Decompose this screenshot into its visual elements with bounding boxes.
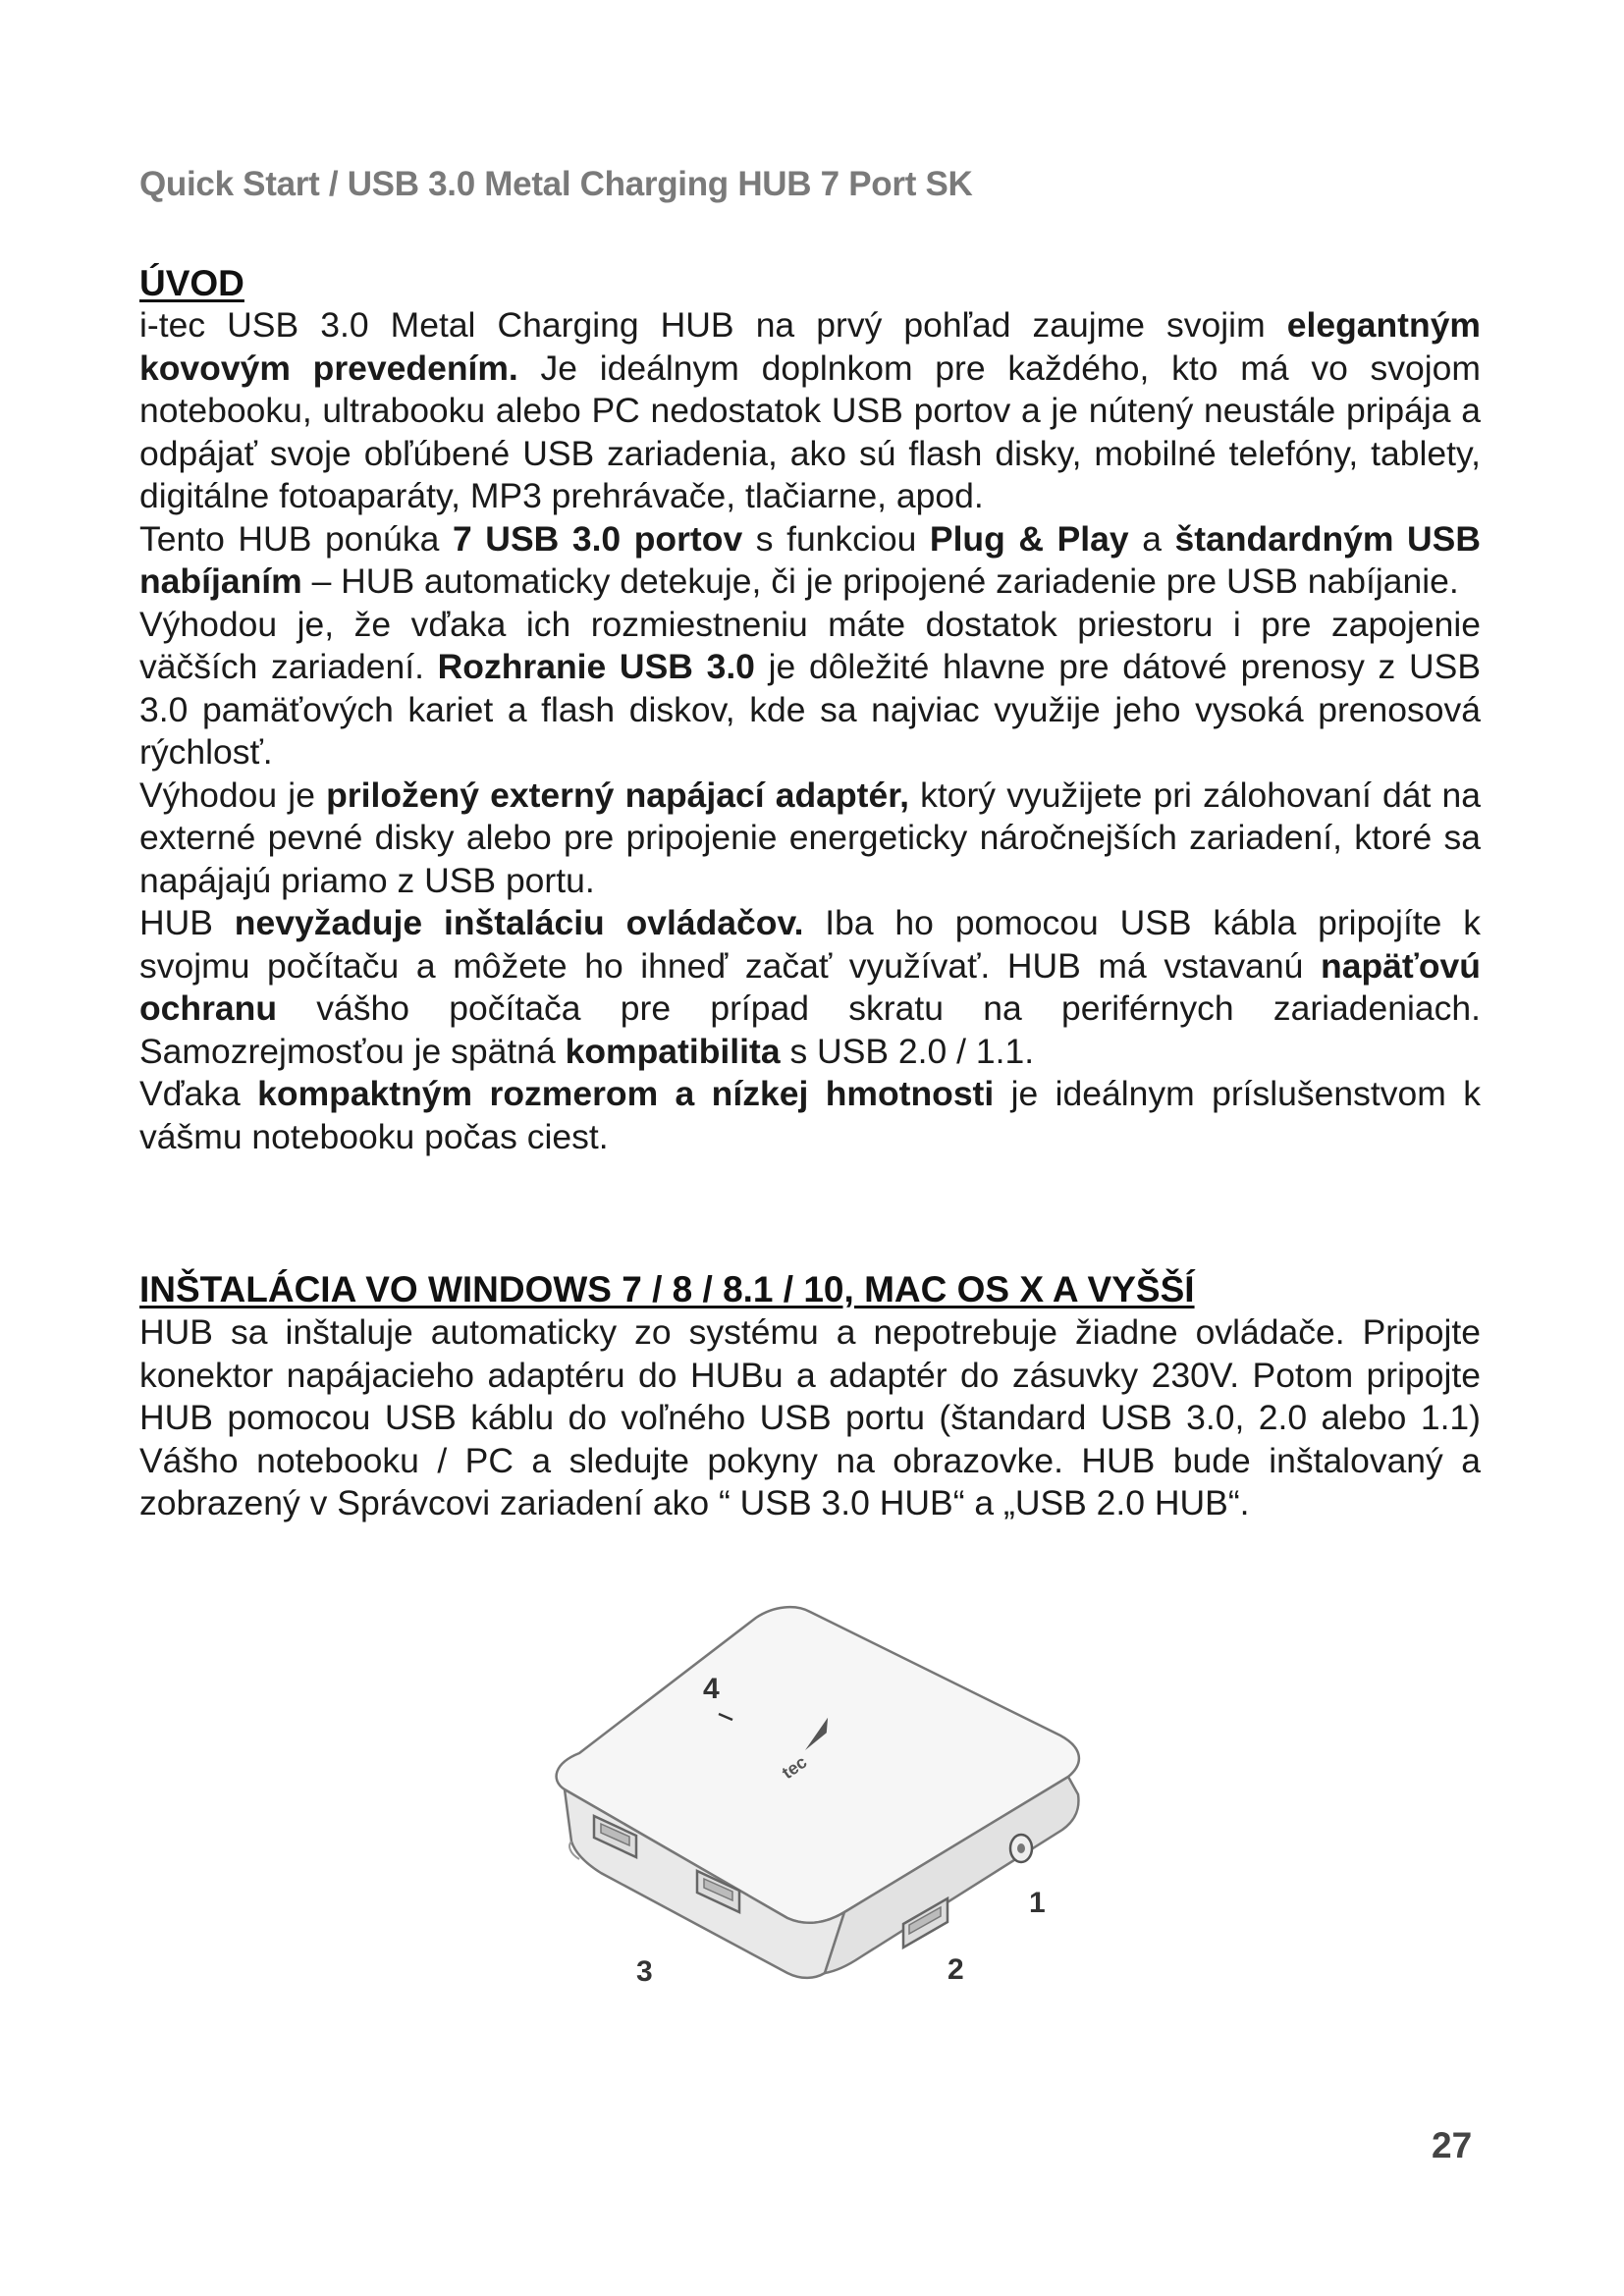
- callout-1: 1: [1029, 1887, 1046, 1919]
- paragraph: Výhodou je, že vďaka ich rozmiestneniu máte dostatok priestoru i pre zapojenie väčších zariadení. Rozhranie USB 3.0 je dôležité hlavne pre dátové prenosy z USB 3.0 pamäťových kariet a flash diskov, kde sa najviac využije jeho vysoká prenosová rýchlosť.: [139, 604, 1481, 772]
- callout-4: 4: [703, 1673, 720, 1705]
- callout-3: 3: [636, 1955, 653, 1988]
- callout-2: 2: [947, 1953, 964, 1986]
- paragraph: HUB sa inštaluje automaticky zo systému a nepotrebuje žiadne ovládače. Pripojte konektor napájacieho adaptéru do HUBu a adaptér do zásuvky 230V. Potom pripojte HUB pomocou USB káblu do voľného USB portu (štandard USB 3.0, 2.0 alebo 1.1) Vášho notebooku / PC a sledujte pokyny na obrazovke. HUB bude inštalovaný a zobrazený v Správcovi zariadení ako “ USB 3.0 HUB“ a „USB 2.0 HUB“.: [139, 1312, 1481, 1522]
- svg-text:tec: tec: [778, 1751, 811, 1784]
- paragraph: Výhodou je priložený externý napájací adaptér, ktorý využijete pri zálohovaní dát na externé pevné disky alebo pre pripojenie energeticky náročnejších zariadení, ktoré sa napájajú priamo z USB portu.: [139, 774, 1481, 900]
- section-body-installation: [139, 1311, 1481, 1525]
- paragraph: Vďaka kompaktným rozmerom a nízkej hmotnosti je ideálnym príslušenstvom k vášmu notebooku počas ciest.: [139, 1074, 1481, 1156]
- paragraph: Tento HUB ponúka 7 USB 3.0 portov s funkciou Plug & Play a štandardným USB nabíjaním – HUB automaticky detekuje, či je pripojené zariadenie pre USB nabíjanie.: [139, 518, 1481, 601]
- page-number: 27: [1432, 2125, 1473, 2165]
- hub-drawing: [511, 1588, 1119, 2020]
- section-title-intro: ÚVOD: [139, 263, 244, 303]
- power-jack-icon: [1010, 1835, 1032, 1862]
- section-title-installation: INŠTALÁCIA VO WINDOWS 7 / 8 / 8.1 / 10, MAC OS X A VYŠŠÍ: [139, 1269, 1195, 1309]
- paragraph: HUB nevyžaduje inštaláciu ovládačov. Iba ho pomocou USB kábla pripojíte k svojmu počítaču a môžete ho ihneď začať využívať. HUB má vstavanú napäťovú ochranu vášho počítača pre prípad skratu na periférnych zariadeniach. Samozrejmosťou je spätná kompatibilita s USB 2.0 / 1.1.: [139, 903, 1481, 1071]
- page-header: Quick Start / USB 3.0 Metal Charging HUB 7 Port SK: [139, 165, 973, 203]
- paragraph: i-tec USB 3.0 Metal Charging HUB na prvý pohľad zaujme svojim elegantným kovovým prevedením. Je ideálnym doplnkom pre každého, kto má vo svojom notebooku, ultrabooku alebo PC nedostatok USB portov a je nútený neustále pripája a odpájať svoje obľúbené USB zariadenia, ako sú flash disky, mobilné telefóny, tablety, digitálne fotoaparáty, MP3 prehrávače, tlačiarne, apod.: [139, 305, 1481, 515]
- section-body-intro: [139, 304, 1481, 1158]
- hub-illustration: [511, 1588, 1119, 2020]
